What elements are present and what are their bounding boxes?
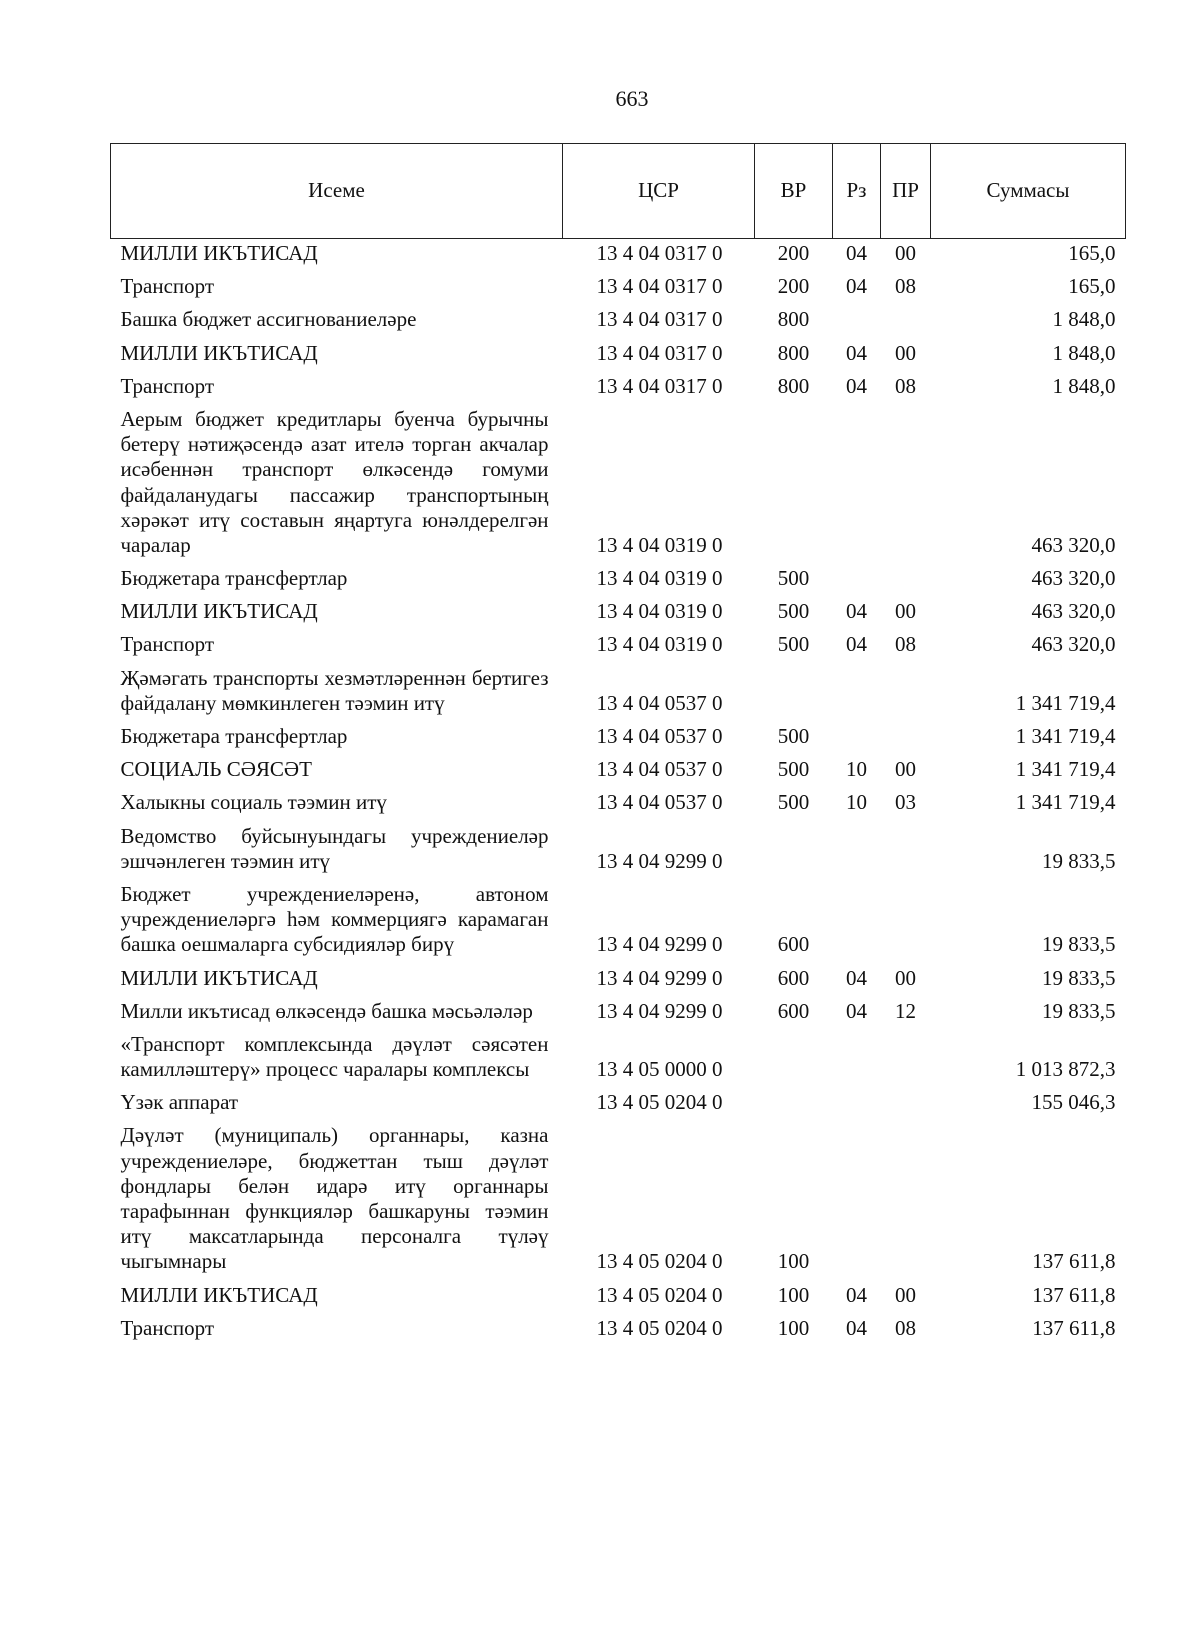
table-row [111,664,1126,722]
cell-sum: 19 833,5 [1042,848,1116,873]
cell-pr: 08 [895,274,916,299]
cell-rz: 10 [846,757,867,782]
header-rz: Рз [833,144,881,239]
cell-vr: 500 [777,757,810,782]
cell-name: Бюджетара трансфертлар [120,724,348,748]
table-row [111,964,1126,997]
table-row [111,788,1126,821]
table-body [111,239,1126,1347]
cell-vr: 800 [777,340,810,365]
cell-csr: 13 4 04 0537 0 [596,690,723,715]
cell-csr: 13 4 05 0204 0 [596,1090,723,1115]
cell-pr [881,1030,931,1088]
cell-name: Ведомство буйсынуындагы учреждениеләр эшчәнлеген тәэмин итү [120,823,549,873]
cell-vr: 500 [777,599,810,624]
cell-vr: 100 [777,1282,810,1307]
cell-csr: 13 4 04 9299 0 [596,965,723,990]
cell-sum: 463 320,0 [1031,632,1116,657]
cell-vr [755,664,833,722]
cell-rz [833,722,881,755]
cell-name: Башка бюджет ассигнованиеләре [120,307,417,332]
cell-pr: 03 [895,790,916,815]
table-row [111,305,1126,338]
cell-name: Транспорт [120,274,215,299]
cell-csr: 13 4 04 0537 0 [596,790,723,815]
cell-sum: 1 341 719,4 [1015,724,1116,748]
cell-pr: 00 [895,1282,916,1307]
cell-rz [833,880,881,964]
cell-vr: 600 [777,965,810,990]
cell-vr: 800 [777,373,810,398]
cell-csr: 13 4 04 0317 0 [596,241,723,265]
cell-vr: 600 [777,932,810,957]
table-row [111,564,1126,597]
cell-pr: 00 [895,340,916,365]
table-row [111,1121,1126,1280]
cell-rz: 04 [846,965,867,990]
cell-rz: 04 [846,632,867,657]
cell-name: Үзәк аппарат [120,1090,239,1115]
cell-csr: 13 4 05 0204 0 [596,1315,723,1340]
cell-vr: 500 [777,790,810,815]
cell-csr: 13 4 04 0319 0 [596,599,723,624]
cell-vr: 500 [777,632,810,657]
cell-pr [881,880,931,964]
cell-pr [881,305,931,338]
page-number: 663 [615,86,649,111]
cell-name: «Транспорт комплексында дәүләт сәясәтен камилләштерү» процесс чаралары комплексы [120,1031,549,1082]
cell-pr: 00 [895,241,916,265]
cell-sum: 1 341 719,4 [1015,790,1116,815]
cell-name: Транспорт [120,632,215,657]
cell-sum: 1 341 719,4 [1015,690,1116,715]
cell-rz [833,1088,881,1121]
cell-pr [881,1121,931,1280]
cell-sum: 137 611,8 [1032,1249,1116,1274]
cell-name: Халыкны социаль тәэмин итү [120,790,387,815]
cell-rz [833,822,881,880]
table-row [111,239,1126,273]
header-csr: ЦСР [563,144,755,239]
cell-sum: 1 848,0 [1052,340,1116,365]
cell-name: МИЛЛИ ИКЪТИСАД [120,1282,318,1307]
cell-sum: 155 046,3 [1031,1090,1116,1115]
cell-sum: 1 848,0 [1052,307,1116,332]
cell-pr: 08 [895,632,916,657]
cell-vr: 100 [777,1249,810,1274]
cell-name: Аерым бюджет кредитлары буенча бурычны бетерү нәтиҗәсендә азат ителә торган акчалар исәбеннән транспорт өлкәсендә гомуми файдаланудагы пассажир транспортының хәрәкәт итү составын яңартуга юнәлдерелгән чаралар [120,406,549,557]
cell-pr [881,822,931,880]
cell-name: МИЛЛИ ИКЪТИСАД [120,965,318,990]
cell-pr: 08 [895,373,916,398]
cell-name: МИЛЛИ ИКЪТИСАД [120,241,318,265]
cell-vr: 100 [777,1315,810,1340]
cell-rz [833,1030,881,1088]
cell-pr: 00 [895,965,916,990]
cell-name: Җәмәгать транспорты хезмәтләреннән бертигез файдалану мөмкинлеген тәэмин итү [120,665,549,715]
table-row [111,372,1126,405]
table-row [111,597,1126,630]
cell-csr: 13 4 04 0317 0 [596,274,723,299]
cell-name: Транспорт [120,373,215,398]
cell-vr [755,1030,833,1088]
table-row [111,1030,1126,1088]
cell-rz: 10 [846,790,867,815]
cell-rz: 04 [846,998,867,1023]
cell-rz: 04 [846,1315,867,1340]
table-row [111,1314,1126,1347]
table-row [111,339,1126,372]
cell-vr: 800 [777,307,810,332]
cell-sum: 137 611,8 [1032,1315,1116,1340]
cell-csr: 13 4 04 0319 0 [596,566,723,591]
cell-rz [833,405,881,564]
cell-sum: 165,0 [1068,274,1116,299]
cell-pr [881,1088,931,1121]
cell-sum: 19 833,5 [1042,998,1116,1023]
cell-name: Бюджетара трансфертлар [120,566,348,591]
cell-vr [755,1088,833,1121]
cell-csr: 13 4 04 0317 0 [596,307,723,332]
cell-rz [833,664,881,722]
cell-name: МИЛЛИ ИКЪТИСАД [120,599,318,624]
cell-pr [881,564,931,597]
table-header-row [111,144,1126,239]
cell-csr: 13 4 04 0319 0 [596,532,723,557]
cell-sum: 463 320,0 [1031,599,1116,624]
cell-csr: 13 4 04 0537 0 [596,757,723,782]
cell-csr: 13 4 05 0204 0 [596,1282,723,1307]
cell-sum: 19 833,5 [1042,965,1116,990]
cell-rz: 04 [846,274,867,299]
header-pr: ПР [881,144,931,239]
budget-table [110,143,1126,1347]
cell-csr: 13 4 05 0000 0 [596,1057,723,1082]
cell-rz: 04 [846,241,867,265]
cell-csr: 13 4 04 9299 0 [596,998,723,1023]
cell-name: Бюджет учреждениеләренә, автоном учреждениеләргә һәм коммерциягә карамаган башка оешмаларга субсидияләр бирү [120,881,549,957]
cell-pr [881,405,931,564]
table-row [111,997,1126,1030]
cell-rz [833,1121,881,1280]
cell-name: СОЦИАЛЬ СӘЯСӘТ [120,757,312,782]
cell-pr: 00 [895,599,916,624]
cell-name: МИЛЛИ ИКЪТИСАД [120,340,318,365]
table-row [111,880,1126,964]
cell-sum: 1 341 719,4 [1015,757,1116,782]
cell-pr: 12 [895,998,916,1023]
header-vr: ВР [755,144,833,239]
cell-rz: 04 [846,373,867,398]
cell-sum: 1 848,0 [1052,373,1116,398]
cell-vr [755,405,833,564]
cell-name: Дәүләт (муниципаль) органнары, казна учреждениеләре, бюджеттан тыш дәүләт фондлары белән идарә итү органнары тарафыннан функцияләр башкаруны тәэмин итү максатларында персоналга түләү чыгымнары [120,1123,549,1274]
cell-sum: 165,0 [1068,241,1116,265]
table-row [111,1281,1126,1314]
table-row [111,755,1126,788]
table-row [111,722,1126,755]
cell-rz: 04 [846,1282,867,1307]
header-sum: Суммасы [931,144,1126,239]
cell-name: Транспорт [120,1315,215,1340]
cell-csr: 13 4 04 0317 0 [596,373,723,398]
cell-vr: 200 [777,274,810,299]
cell-csr: 13 4 04 0537 0 [596,724,723,748]
cell-vr: 500 [777,724,810,748]
cell-csr: 13 4 04 9299 0 [596,848,723,873]
table-row [111,630,1126,663]
table-row [111,1088,1126,1121]
cell-pr: 00 [895,757,916,782]
table-row [111,822,1126,880]
cell-vr: 200 [777,241,810,265]
cell-sum: 137 611,8 [1032,1282,1116,1307]
cell-rz [833,305,881,338]
cell-csr: 13 4 04 0317 0 [596,340,723,365]
cell-rz: 04 [846,340,867,365]
cell-sum: 1 013 872,3 [1015,1057,1116,1082]
cell-pr: 08 [895,1315,916,1340]
cell-rz [833,564,881,597]
cell-sum: 463 320,0 [1031,532,1116,557]
cell-vr: 600 [777,998,810,1023]
cell-csr: 13 4 04 9299 0 [596,932,723,957]
cell-vr [755,822,833,880]
cell-name: Милли икътисад өлкәсендә башка мәсьәләләр [120,998,533,1023]
table-row [111,272,1126,305]
cell-rz: 04 [846,599,867,624]
table-row [111,405,1126,564]
header-name: Исеме [111,144,563,239]
cell-pr [881,664,931,722]
cell-sum: 463 320,0 [1031,566,1116,591]
cell-csr: 13 4 04 0319 0 [596,632,723,657]
cell-pr [881,722,931,755]
cell-csr: 13 4 05 0204 0 [596,1249,723,1274]
cell-sum: 19 833,5 [1042,932,1116,957]
cell-vr: 500 [777,566,810,591]
